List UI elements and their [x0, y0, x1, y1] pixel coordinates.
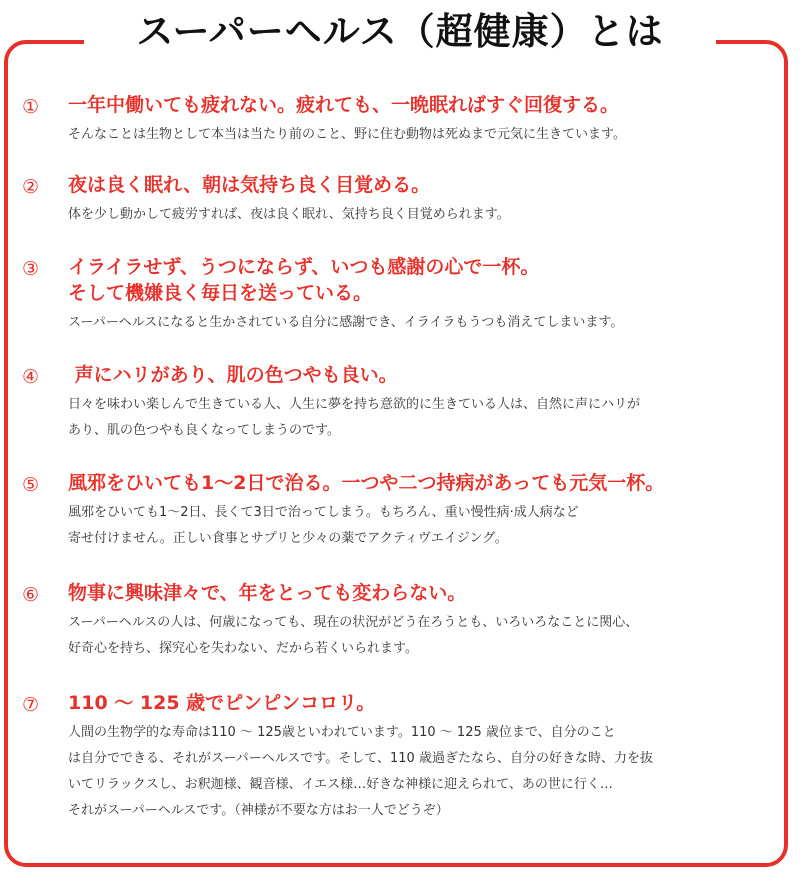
- item-heading: [68, 580, 792, 606]
- item-number: ③: [22, 258, 40, 280]
- item-heading-line: 110 ～ 125 歳でピンピンコロリ。: [68, 692, 376, 714]
- item-description-line: 寄せ付けません。正しい食事とサプリと少々の薬でアクティヴエイジング。: [68, 531, 508, 546]
- item-number: ①: [22, 96, 40, 118]
- item-number: ⑦: [22, 694, 40, 716]
- item-heading-line: そして機嫌良く毎日を送っている。: [68, 282, 373, 304]
- list-item-5: [22, 470, 792, 552]
- item-description: [68, 202, 792, 228]
- item-heading: [68, 470, 792, 496]
- list-item-1: [22, 92, 792, 148]
- item-description: [68, 310, 792, 336]
- item-description-line: スーパーヘルスになると生かされている自分に感謝でき、イライラもうつも消えてしまいます。: [68, 315, 624, 330]
- item-heading-line: 声にハリがあり、肌の色つやも良い。: [68, 364, 398, 386]
- item-description-line: 好奇心を持ち、探究心を失わない、だから若くいられます。: [68, 641, 418, 656]
- item-description: [68, 500, 792, 552]
- item-heading-line: イライラせず、うつにならず、いつも感謝の心で一杯。: [68, 256, 540, 278]
- item-heading-line: 夜は良く眠れ、朝は気持ち良く目覚める。: [68, 174, 431, 196]
- item-description-line: 人間の生物学的な寿命は110 ～ 125歳といわれています。110 ～ 125 歳位まで、自分のこと: [68, 725, 616, 740]
- item-number: ⑤: [22, 474, 40, 496]
- list-item-6: [22, 580, 792, 662]
- item-description: [68, 720, 792, 824]
- item-number: ④: [22, 366, 40, 388]
- list-item-2: [22, 172, 792, 228]
- list-item-3: [22, 254, 792, 336]
- item-number: ⑥: [22, 584, 40, 606]
- item-description-line: スーパーヘルスの人は、何歳になっても、現在の状況がどう在ろうとも、いろいろなことに関心、: [68, 615, 639, 630]
- item-heading: [68, 254, 792, 306]
- item-heading-line: 物事に興味津々で、年をとっても変わらない。: [68, 582, 467, 604]
- item-description-line: は自分でできる、それがスーパーヘルスです。そして、110 歳過ぎたなら、自分の好きな時、力を抜: [68, 751, 653, 766]
- item-heading: [68, 172, 792, 198]
- item-number: ②: [22, 176, 40, 198]
- item-description-line: 体を少し動かして疲労すれば、夜は良く眠れ、気持ち良く目覚められます。: [68, 207, 510, 222]
- item-heading: [68, 690, 792, 716]
- item-description-line: それがスーパーヘルスです。（神様が不要な方はお一人でどうぞ）: [68, 803, 449, 818]
- item-heading-line: 風邪をひいても1～2日で治る。一つや二つ持病があっても元気一杯。: [68, 472, 665, 494]
- item-description-line: いてリラックスし、お釈迦様、観音様、イエス様…好きな神様に迎えられて、あの世に行く…: [68, 777, 613, 792]
- list-item-4: [22, 362, 792, 444]
- item-description: [68, 122, 792, 148]
- item-description: [68, 392, 792, 444]
- item-heading: [68, 362, 792, 388]
- item-description-line: そんなことは生物として本当は当たり前のこと、野に住む動物は死ぬまで元気に生きています。: [68, 127, 626, 142]
- item-heading-line: 一年中働いても疲れない。疲れても、一晩眠ればすぐ回復する。: [68, 94, 620, 116]
- page-title: スーパーヘルス（超健康）とは: [136, 10, 664, 53]
- item-description-line: 日々を味わい楽しんで生きている人、人生に夢を持ち意欲的に生きている人は、自然に声にハリが: [68, 397, 641, 412]
- item-description-line: あり、肌の色つやも良くなってしまうのです。: [68, 423, 340, 438]
- item-description-line: 風邪をひいても1～2日、長くて3日で治ってしまう。もちろん、重い慢性病·成人病など: [68, 505, 579, 520]
- list-item-7: [22, 690, 792, 824]
- item-description: [68, 610, 792, 662]
- item-heading: [68, 92, 792, 118]
